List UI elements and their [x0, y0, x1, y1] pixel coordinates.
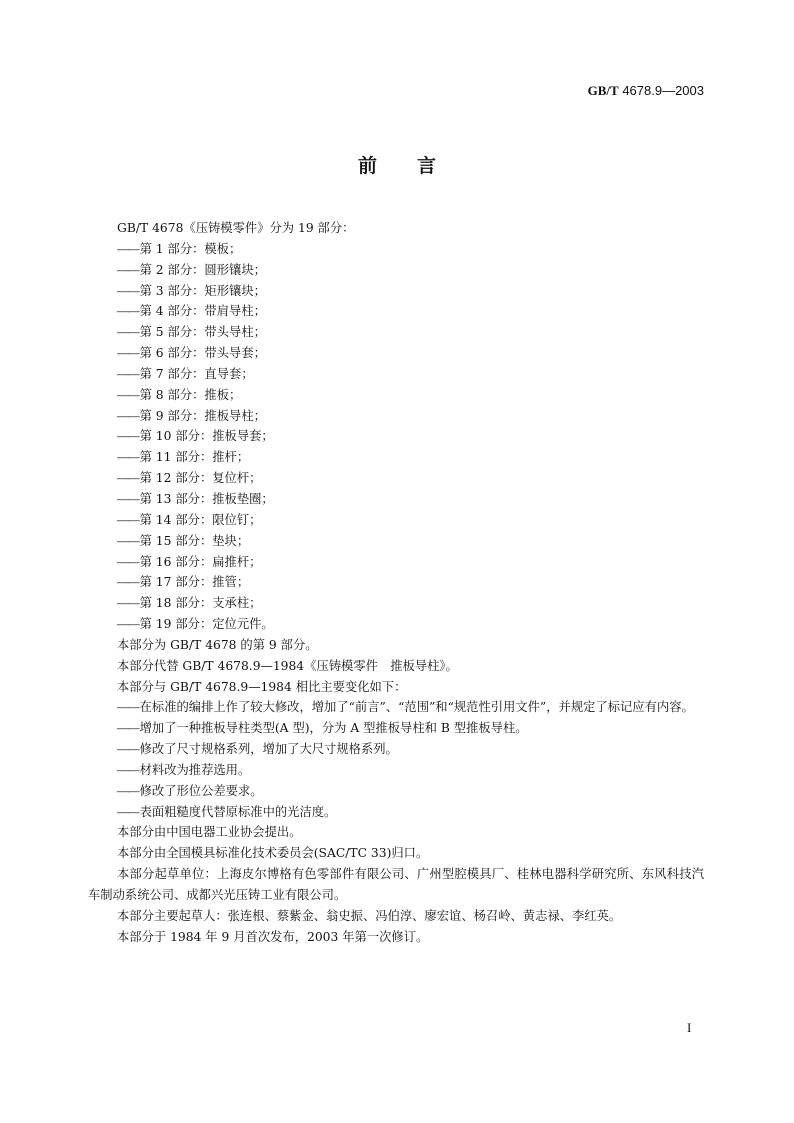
- replaces-statement: 本部分代替 GB/T 4678.9—1984《压铸模零件 推板导柱》。: [117, 658, 458, 673]
- list-item: —— 在标准的编排上作了较大修改，增加了“前言”、“范围”和“规范性引用文件”，并规定了标记应有内容。: [88, 697, 704, 718]
- list-item: —— 第 15 部分：垫块；: [88, 531, 704, 552]
- drafting-units-statement: 本部分起草单位：上海皮尔博格有色零部件有限公司、广州型腔模具厂、桂林电器科学研究所、东风科技汽车制动系统公司、成都兴光压铸工业有限公司。: [88, 867, 704, 902]
- list-item: —— 第 9 部分：推板导柱；: [88, 406, 704, 427]
- list-item: —— 材料改为推荐选用。: [88, 760, 704, 781]
- part-of-statement: 本部分为 GB/T 4678 的第 9 部分。: [117, 637, 318, 652]
- standard-prefix: GB/T: [587, 83, 619, 98]
- list-item: —— 第 13 部分：推板垫圈；: [88, 489, 704, 510]
- title-char-2: 言: [417, 155, 437, 177]
- list-item: —— 第 11 部分：推杆；: [88, 447, 704, 468]
- managed-by-statement: 本部分由全国模具标准化技术委员会(SAC/TC 33)归口。: [117, 846, 429, 861]
- list-item: —— 第 5 部分：带头导柱；: [88, 322, 704, 343]
- list-item: —— 第 8 部分：推板；: [88, 385, 704, 406]
- list-item: —— 第 10 部分：推板导套；: [88, 426, 704, 447]
- intro-paragraph: GB/T 4678《压铸模零件》分为 19 部分：: [117, 221, 355, 235]
- page-number: I: [687, 1020, 692, 1035]
- list-item: —— 增加了一种推板导柱类型(A 型)，分为 A 型推板导柱和 B 型推板导柱。: [88, 718, 704, 739]
- list-item: —— 第 19 部分：定位元件。: [88, 614, 704, 635]
- list-item: —— 第 3 部分：矩形镶块；: [88, 281, 704, 302]
- parts-list: [88, 239, 704, 635]
- standard-number-header: [588, 83, 704, 99]
- list-item: —— 第 2 部分：圆形镶块；: [88, 260, 704, 281]
- page-title: [0, 151, 794, 178]
- list-item: —— 表面粗糙度代替原标准中的光洁度。: [88, 802, 704, 823]
- title-char-1: 前: [357, 155, 377, 177]
- list-item: —— 修改了形位公差要求。: [88, 781, 704, 802]
- list-item: —— 第 1 部分：模板；: [88, 239, 704, 260]
- list-item: —— 第 17 部分：推管；: [88, 572, 704, 593]
- list-item: —— 第 6 部分：带头导套；: [88, 343, 704, 364]
- list-item: —— 第 4 部分：带肩导柱；: [88, 301, 704, 322]
- list-item: —— 修改了尺寸规格系列，增加了大尺寸规格系列。: [88, 739, 704, 760]
- foreword-body: [88, 218, 704, 948]
- proposed-by-statement: 本部分由中国电器工业协会提出。: [117, 825, 302, 840]
- standard-code: 4678.9—2003: [622, 83, 704, 98]
- list-item: —— 第 16 部分：扁推杆；: [88, 552, 704, 573]
- drafters-statement: 本部分主要起草人：张连根、蔡紫金、翁史振、冯伯淳、廖宏谊、杨召岭、黄志禄、李红英。: [117, 908, 622, 923]
- changes-list: [88, 697, 704, 822]
- list-item: —— 第 12 部分：复位杆；: [88, 468, 704, 489]
- history-statement: 本部分于 1984 年 9 月首次发布，2003 年第一次修订。: [117, 929, 429, 944]
- list-item: —— 第 14 部分：限位钉；: [88, 510, 704, 531]
- list-item: —— 第 18 部分：支承柱；: [88, 593, 704, 614]
- list-item: —— 第 7 部分：直导套；: [88, 364, 704, 385]
- changes-intro: 本部分与 GB/T 4678.9—1984 相比主要变化如下：: [117, 679, 407, 694]
